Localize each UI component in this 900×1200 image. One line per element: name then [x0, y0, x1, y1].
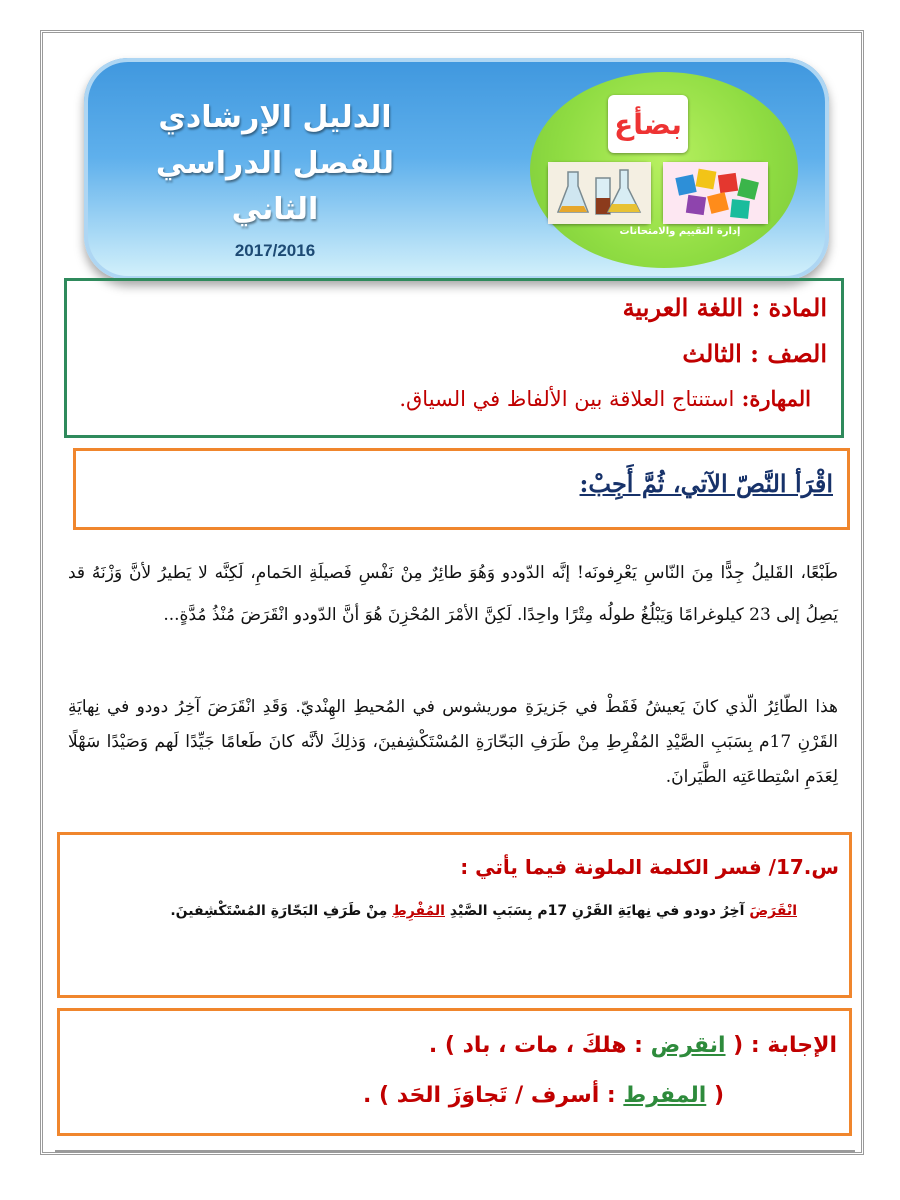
- logo-word-tile: [608, 95, 688, 153]
- question-sentence: [170, 903, 797, 919]
- numbers-icon: [663, 162, 768, 224]
- subject-box: [64, 278, 844, 438]
- sentence-part-2: مِنْ طَرَفِ البَحّارَةِ المُسْتَكْشِفينَ.: [170, 903, 393, 919]
- banner-year: 2017/2016: [234, 241, 316, 260]
- skill-line: [399, 386, 811, 411]
- logo-word: بضأع: [614, 107, 682, 141]
- highlighted-word-2: المُفْرِطِ: [392, 903, 445, 919]
- department-label: إدارة التقييم والامتحانات: [619, 226, 741, 237]
- answer-line-2: [363, 1083, 724, 1108]
- banner-subtitle: للفصل الدراسي الثاني: [155, 146, 395, 227]
- question-box: [57, 832, 852, 998]
- answer-box: [57, 1008, 852, 1136]
- bottom-rule: [55, 1150, 855, 1152]
- grade-line: الصف : الثالث: [682, 339, 827, 368]
- flask-icon: [548, 162, 651, 224]
- instruction-text: اقْرَأ النَّصّ الآتي، ثُمَّ أَجِبْ:: [579, 469, 833, 498]
- skill-text: استنتاج العلاقة بين الألفاظ في السياق.: [399, 387, 735, 411]
- subject-line: المادة : اللغة العربية: [622, 293, 827, 322]
- answer-open-1: (: [725, 1033, 751, 1058]
- skill-label: المهارة:: [741, 386, 811, 411]
- answer-line-1: [429, 1033, 837, 1058]
- instruction-box: [73, 448, 850, 530]
- answer-word-1: انقرض: [650, 1033, 726, 1058]
- answer-meaning-1: : هلكَ ، مات ، باد ) .: [428, 1033, 651, 1058]
- answer-meaning-2: : أسرف / تَجاوَزَ الحَد ) .: [363, 1083, 624, 1108]
- question-title: س.17/ فسر الكلمة الملونة فيما يأتي :: [460, 855, 839, 879]
- banner-title: الدليل الإرشادي: [158, 100, 392, 135]
- passage-paragraph-1: طَبْعًا، القَليلُ جِدًّا مِنَ النّاسِ يَعْرِفونَه! إنَّه الدّودو وَهُوَ طائِرٌ مِنْ نَفْسِ فَصيلَةِ الحَمامِ، لَكِنَّه لا يَطيرُ لأنَّ وَزْنَهُ قد يَصِلُ إلى 23 كيلوغرامًا وَيَبْلُغُ طولُه مِتْرًا واحِدًا. لَكِنَّ الأمْرَ المُحْزِنَ هُوَ أنَّ الدّودو انْقَرَضَ مُنْذُ مُدَّةٍ...: [68, 563, 838, 625]
- sentence-part-1: آخِرُ دودو في نِهايَةِ القَرْنِ 17م بِسَبَبِ الصَّيْدِ: [445, 903, 750, 919]
- banner-text-block: [110, 95, 440, 261]
- answer-word-2: المفرط: [623, 1083, 707, 1108]
- highlighted-word-1: انْقَرَضَ: [749, 903, 797, 919]
- passage-paragraph-2: هذا الطّائِرُ الّذي كانَ يَعيشُ فَقَطْ في جَزيرَةِ موريشوس في المُحيطِ الهِنْديّ. وَقَدِ انْقَرَضَ آخِرُ دودو في نِهايَةِ القَرْنِ 17م بِسَبَبِ الصَّيْدِ المُفْرِطِ مِنْ طَرَفِ البَحّارَةِ المُسْتَكْشِفينَ، وَذلِكَ لأنَّه كانَ طَعامًا جَيِّدًا لَهم وَصَيْدًا سَهْلًا لِعَدَمِ اسْتِطاعَتِه الطَّيَرانَ.: [68, 697, 838, 787]
- answer-open-2: (: [706, 1083, 724, 1108]
- answer-label: الإجابة :: [750, 1033, 837, 1058]
